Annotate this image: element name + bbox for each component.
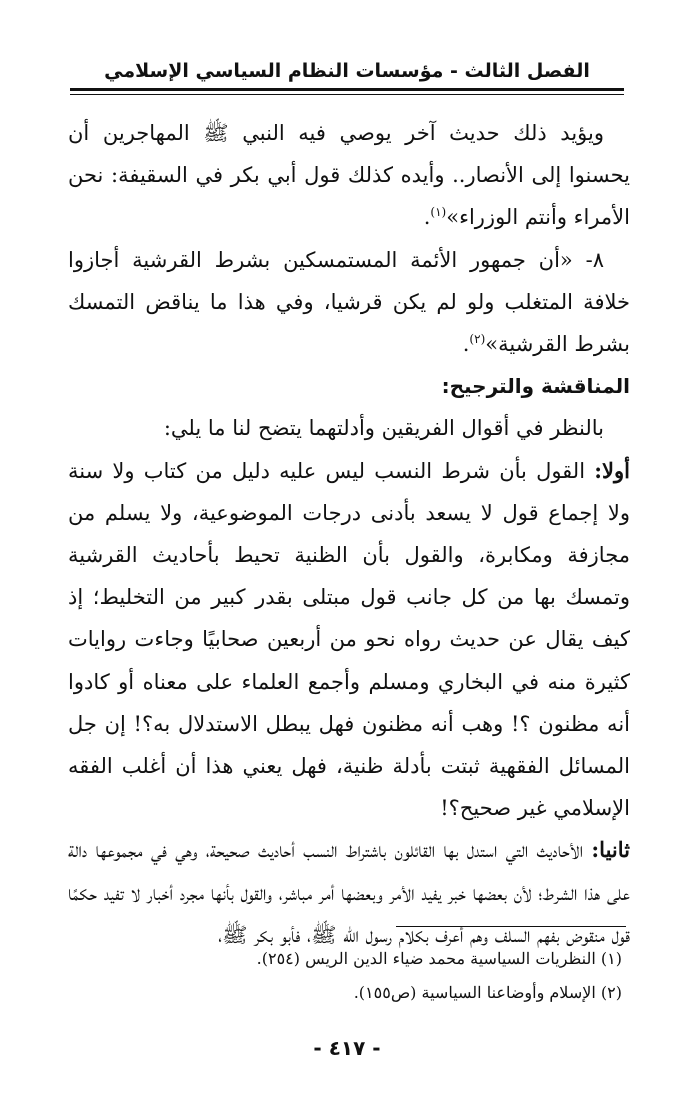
running-header: الفصل الثالث - مؤسسات النظام السياسي الإسلامي <box>104 60 590 82</box>
paragraph-2-text: ٨- «أن جمهور الأئمة المستمسكين بشرط القرشية أجازوا خلافة المتغلب ولو لم يكن قرشيا، وفي هذا ما يناقض التمسك بشرط القرشية» <box>68 247 630 357</box>
paragraph-5 <box>68 829 630 956</box>
section-heading: المناقشة والترجيح: <box>441 374 630 399</box>
paragraph-5-text: الأحاديث التي استدل بها القائلون باشتراط النسب أحاديث صحيحة، وهي في مجموعها دالة على هذا الشرط؛ لأن بعضها خبر يفيد الأمر وبعضها أمر مباشر، والقول بأنها مجرد أخبار لا تفيد حكمًا قول منقوض بفهم السلف وهم أعرف بكلام رسول الله ﷺ، فأبو بكر ﷺ، <box>68 838 630 947</box>
paragraph-1-text: ويؤيد ذلك حديث آخر يوصي فيه النبي ﷺ المهاجرين أن يحسنوا إلى الأنصار.. وأيده كذلك قول أبي بكر في السقيفة: نحن الأمراء وأنتم الوزراء» <box>68 121 630 230</box>
footnote-ref-2[interactable]: (٢) <box>469 332 486 347</box>
footnotes <box>68 942 622 1010</box>
paragraph-4-lead: أولا: <box>594 457 630 483</box>
footnote-ref-1[interactable]: (١) <box>430 205 447 220</box>
paragraph-2: ٨- «أن جمهور الأئمة المستمسكين بشرط القرشية أجازوا خلافة المتغلب ولو لم يكن قرشيا، وفي هذا ما يناقض التمسك بشرط القرشية»$^{(٢)}$. <box>68 247 630 357</box>
footnote-divider <box>396 926 626 927</box>
footnote-2: (٢) الإسلام وأوضاعنا السياسية (ص١٥٥). <box>353 983 622 1002</box>
paragraph-5-lead: ثانيا: <box>591 837 630 863</box>
paragraph-4-text: القول بأن شرط النسب ليس عليه دليل من كتاب ولا سنة ولا إجماع قول لا يسعد بأدنى درجات الموضوعية، ولا يسلم من مجازفة ومكابرة، والقول بأن الظنية تحيط بأحاديث القرشية وتمسك بها من كل جانب قول مبتلى بقدر كبير من التخليط؛ إذ كيف يقال عن حديث رواه نحو من أربعين صحابيًا وجاءت روايات كثيرة منه في البخاري ومسلم وأجمع العلماء على معناه أو كادوا أنه مظنون ؟! وهب أنه مظنون فهل يبطل الاستدلال به؟! إن جل المسائل الفقهية ثبتت بأدلة ظنية، فهل يعني هذا أن أغلب الفقه الإسلامي غير صحيح؟! <box>68 458 630 821</box>
header-divider <box>70 88 624 95</box>
paragraph-1: ويؤيد ذلك حديث آخر يوصي فيه النبي ﷺ المهاجرين أن يحسنوا إلى الأنصار.. وأيده كذلك قول أبي بكر في السقيفة: نحن الأمراء وأنتم الوزراء»$^{(١)}$. <box>68 121 630 230</box>
paragraph-4 <box>68 450 630 830</box>
paragraph-3: بالنظر في أقوال الفريقين وأدلتهما يتضح لنا ما يلي: <box>163 416 604 441</box>
footnote-1: (١) النظريات السياسية محمد ضياء الدين الريس (٢٥٤). <box>256 949 622 968</box>
main-text <box>68 112 630 947</box>
page-number: - ٤١٧ - <box>313 1036 381 1060</box>
